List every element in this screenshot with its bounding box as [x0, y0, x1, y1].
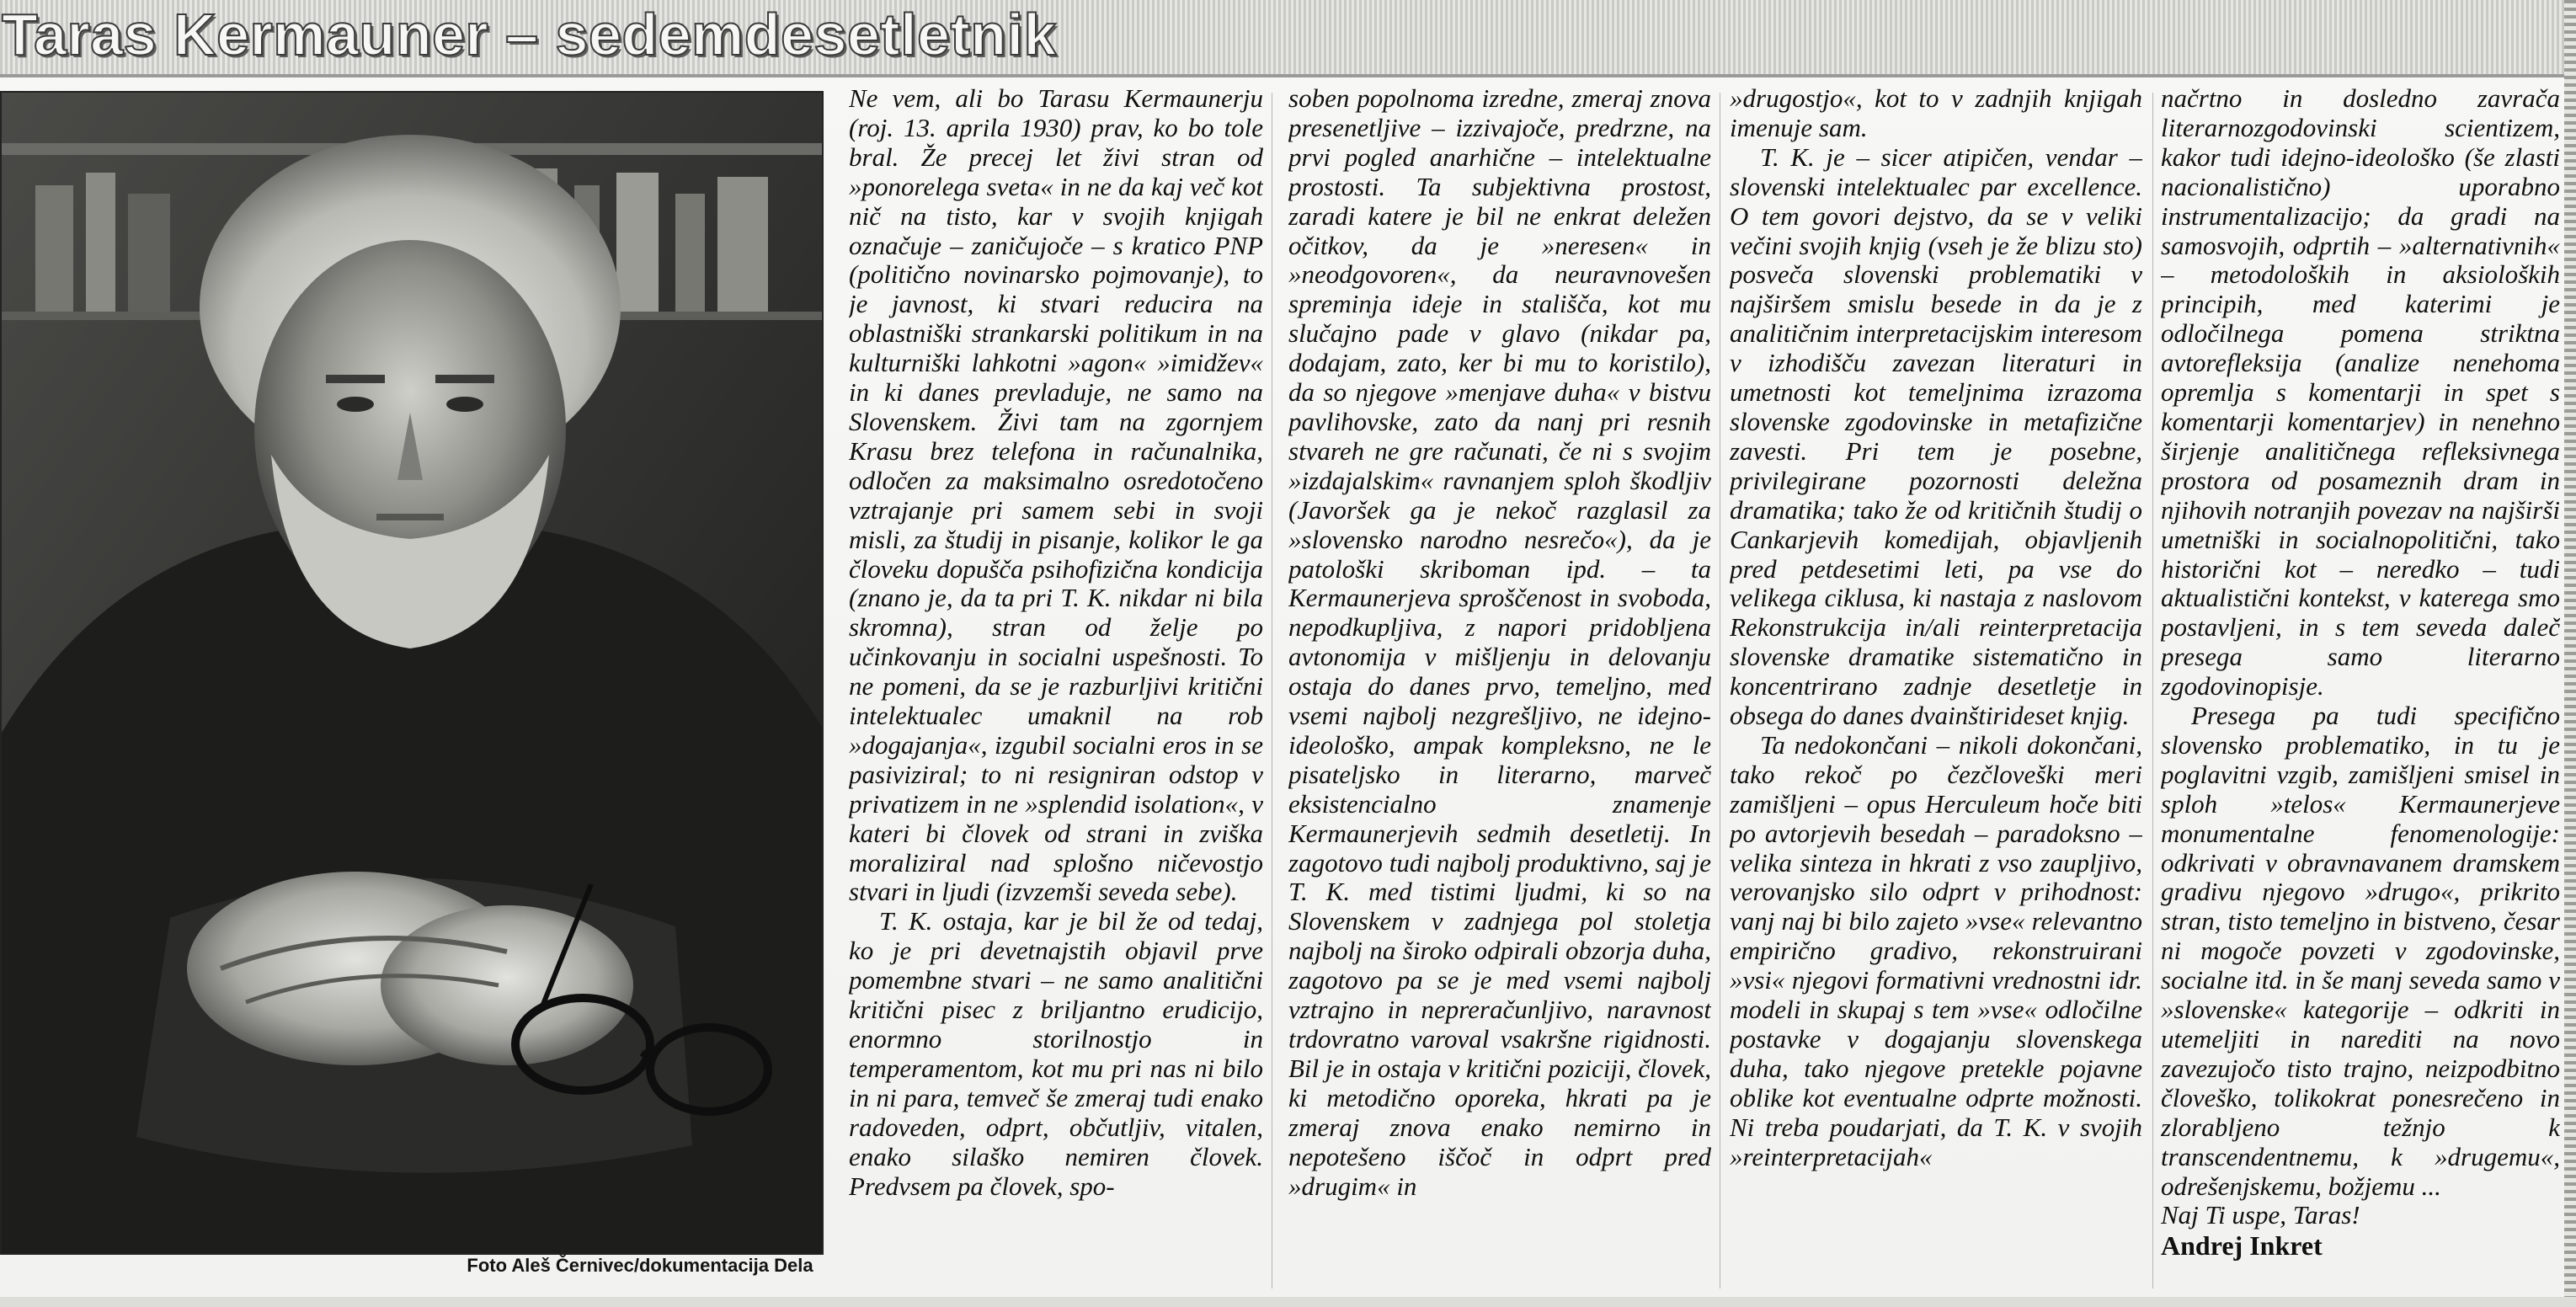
paragraph: načrtno in dosledno zavrača literarnozgodovinski scientizem, kakor tudi idejno-ideološko (še zlasti nacionalistično) uporabno instrumentalizacijo; da gradi na samosvojih, odprtih – »alternativnih« – metodoloških in aksioloških principih, med katerimi je odločilnega pomena striktna avtorefleksija (analize nenehoma opremlja s komentarji in spet s komentarji komentarjev) in nenehno širjenje analitičnega refleksivnega prostora od posameznih dram in njihovih notranjih povezav na najširši umetniški in socialnopolitični, tako historični kot – neredko – tudi aktualistični kontekst, v katerega smo postavljeni, in s tem seveda daleč presega samo literarno zgodovinopisje. — [2161, 84, 2560, 702]
paragraph: Ta nedokončani – nikoli dokončani, tako rekoč po čezčloveški meri zamišljeni – opus Herculeum hoče biti po avtorjevih besedah – paradoksno – velika sinteza in hkrati z vso zaupljivo, verovanjsko silo odprt v prihodnost: vanj naj bi bilo zajeto »vse« relevantno empirično gradivo, rekonstruirani »vsi« njegovi formativni vrednostni idr. modeli in skupaj s tem »vse« odločilne postavke v dogajanju slovenskega duha, tako njegove pretekle pojavne oblike kot eventualne odprte možnosti. Ni treba poudarjati, da T. K. v svojih »reinterpretacijah« — [1730, 729, 2142, 1171]
headline-band — [0, 0, 2576, 77]
portrait-photo — [0, 91, 824, 1255]
portrait-photo-image — [2, 93, 824, 1255]
article-column-3 — [1730, 84, 2142, 1299]
article-headline: Taras Kermauner – sedemdesetletnik — [2, 2, 1057, 67]
paragraph: T. K. je – sicer atipičen, vendar – slovenski intelektualec par excellence. O tem govori dejstvo, da se v veliki večini svojih knjig (vseh je že blizu sto) posveča slovenski problematiki v najširšem smislu besede in da je z analitičnim interpretacijskim interesom v izhodišču zavezan literaturi in umetnosti kot temeljnima izrazoma slovenske zgodovinske in metafizične zavesti. Pri tem je posebne, privilegirane pozornosti deležna dramatika; tako že od kritičnih študij o Cankarjevih komedijah, objavljenih pred petdesetimi leti, pa vse do velikega ciklusa, ki nastaja z naslovom Rekonstrukcija in/ali reinterpretacija slovenske dramatike sistematično in koncentrirano zadnje desetletje in obsega do danes dvainštirideset knjig. — [1730, 141, 2142, 731]
paragraph: Ne vem, ali bo Tarasu Kermaunerju (roj. 13. aprila 1930) prav, ko bo tole bral. Že precej let živi stran od »ponorelega sveta« in ne da kaj več kot nič na tisto, kar v svojih knjigah označuje – zaničujoče – s kratico PNP (politično novinarsko pojmovanje), to je javnost, ki stvari reducira na oblastniški strankarski politikum in na kulturniški lahkotni »agon« »imidžev« in ki danes prevladuje, ne samo na Slovenskem. Živi tam na zgornjem Krasu brez telefona in računalnika, odločen za maksimalno osredotočeno vztrajanje pri samem sebi in svoji misli, za študij in pisanje, kolikor le ga človeku dopušča psihofizična kondicija (znano je, da ta pri T. K. nikdar ni bila skromna), stran od želje po učinkovanju in socialni uspešnosti. To ne pomeni, da se je razburljivi kritični intelektualec umaknil na rob »dogajanja«, izgubil socialni eros in se pasiviziral; to ni resigniran odstop v privatizem in ne »splendid isolation«, v kateri bi človek od strani in zviška moraliziral nad splošno ničevostjo stvari in ljudi (izvzemši seveda sebe). — [849, 84, 1263, 907]
scan-bottom-edge — [0, 1297, 2576, 1307]
article-column-4 — [2161, 84, 2560, 1299]
paragraph: Presega pa tudi specifično slovensko problematiko, in tu je poglavitni vzgib, zamišljeni smisel in sploh »telos« Kermaunerjeve monumentalne fenomenologije: odkrivati v obravnavanem dramskem gradivu njegovo »drugo«, prikrito stran, tisto temeljno in bistveno, česar ni mogoče povzeti v zgodovinske, socialne itd. in še manj seveda samo v »slovenske« kategorije – odkriti in utemeljiti in narediti na novo zavezujočo tisto trajno, neizpodbitno človeško, tolikokrat ponesrečeno in zlorabljeno težnjo k transcendentnemu, k »drugemu«, odrešenjskemu, božjemu ... — [2161, 701, 2560, 1201]
article-column-2 — [1288, 84, 1711, 1299]
photo-credit: Foto Aleš Černivec/dokumentacija Dela — [467, 1255, 813, 1276]
author-byline: Andrej Inkret — [2161, 1230, 2323, 1262]
column-divider — [2152, 93, 2153, 1288]
article-column-1 — [849, 84, 1263, 1299]
paragraph: T. K. ostaja, kar je bil že od tedaj, ko je pri devetnajstih objavil prve pomembne stvari – ne samo analitični kritični pisec z briljantno erudicijo, enormno storilnostjo in temperamentom, kot mu pri nas ni bilo in ni para, temveč še zmeraj tudi enako radoveden, odprt, občutljiv, vitalen, enako silaško nemiren človek. Predvsem pa človek, spo- — [849, 906, 1263, 1201]
paragraph: »drugostjo«, kot to v zadnjih knjigah imenuje sam. — [1730, 84, 2142, 142]
closing-line: Naj Ti uspe, Taras! — [2161, 1200, 2360, 1230]
scan-edge — [2564, 0, 2576, 1307]
paragraph: soben popolnoma izredne, zmeraj znova presenetljive – izzivajoče, predrzne, na prvi pogled anarhične – intelektualne prostosti. Ta subjektivna prostost, zaradi katere je bil ne enkrat deležen očitkov, da je »neresen« in »neodgovoren«, da neuravnovešen spreminja ideje in stališča, kot mu slučajno pade v glavo (nikdar pa, dodajam, zato, ker bi mu to koristilo), da so njegove »menjave duha« v bistvu pavlihovske, zato da nanj pri resnih stvareh ne gre računati, če ni s svojim »izdajalskim« ravnanjem sploh škodljiv (Javoršek ga je nekoč razglasil za »slovensko narodno nesrečo«), da je patološki skriboman ipd. – ta Kermaunerjeva sproščenost in svoboda, nepodkupljiva, z napori pridobljena avtonomija v mišljenju in delovanju ostaja do danes prvo, temeljno, med vsemi najbolj nezgrešljivo, ne idejno-ideološko, ampak kompleksno, ne le pisateljsko in literarno, marveč eksistencialno znamenje Kermaunerjevih sedmih desetletij. In zagotovo tudi najbolj produktivno, saj je T. K. med tistimi ljudmi, ki so na Slovenskem v zadnjega pol stoletja najbolj na široko odpirali obzorja duha, zagotovo pa se je med vsemi najbolj vztrajno in nepreračunljivo, naravnost trdovratno varoval vsakršne rigidnosti. Bil je in ostaja v kritični poziciji, človek, ki metodično oporeka, hkrati pa je zmeraj znova enako nemirno in nepotešeno iščoč in odprt pred »drugim« in — [1288, 84, 1711, 1201]
